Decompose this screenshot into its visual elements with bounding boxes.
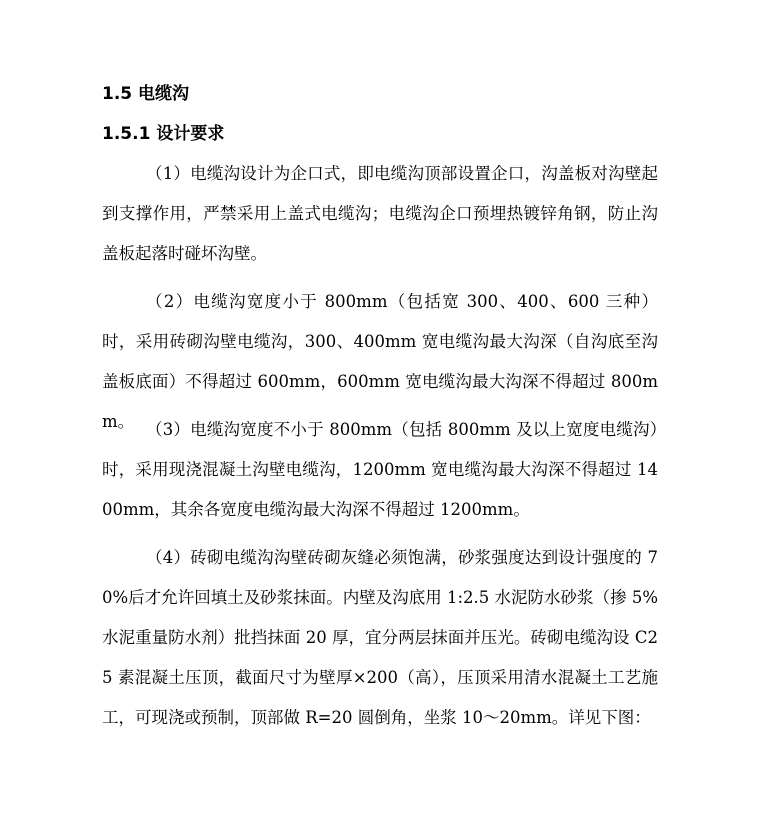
- paragraph-4: （4）砖砌电缆沟沟壁砖砌灰缝必须饱满，砂浆强度达到设计强度的 70%后才允许回填土及砂浆抹面。内壁及沟底用 1:2.5 水泥防水砂浆（掺 5%水泥重量防水剂）批挡抹面 20 厚，宜分两层抹面并压光。砖砌电缆沟设 C25 素混凝土压顶，截面尺寸为壁厚×200（高），压顶采用清水混凝土工艺施工，可现浇或预制，顶部做 R=20 圆倒角，坐浆 10～20mm。详见下图：: [102, 548, 658, 727]
- section-heading: 1.5 电缆沟: [102, 84, 190, 104]
- subsection-heading: 1.5.1 设计要求: [102, 124, 225, 144]
- paragraph-2: （2）电缆沟宽度小于 800mm（包括宽 300、400、600 三种）时，采用砖砌沟壁电缆沟，300、400mm 宽电缆沟最大沟深（自沟底至沟盖板底面）不得超过 600mm，600mm 宽电缆沟最大沟深不得超过 800mm。: [102, 292, 658, 431]
- paragraph-3: （3）电缆沟宽度不小于 800mm（包括 800mm 及以上宽度电缆沟）时，采用现浇混凝土沟壁电缆沟，1200mm 宽电缆沟最大沟深不得超过 1400mm，其余各宽度电缆沟最大沟深不得超过 1200mm。: [102, 420, 658, 519]
- paragraph-1: （1）电缆沟设计为企口式，即电缆沟顶部设置企口，沟盖板对沟壁起到支撑作用，严禁采用上盖式电缆沟；电缆沟企口预埋热镀锌角钢，防止沟盖板起落时碰坏沟壁。: [102, 164, 658, 263]
